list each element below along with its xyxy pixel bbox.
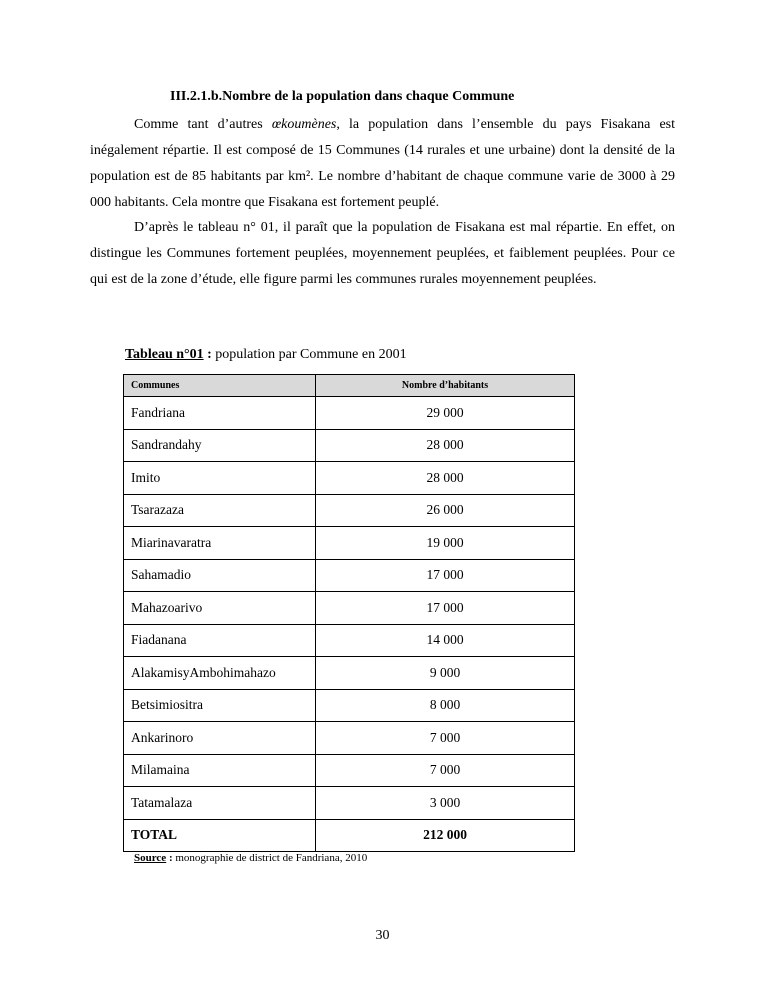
table-body (124, 397, 575, 852)
commune-population: 17 000 (316, 592, 575, 625)
commune-name: Tsarazaza (124, 494, 316, 527)
commune-population: 3 000 (316, 787, 575, 820)
commune-name: Ankarinoro (124, 722, 316, 755)
table-row (124, 624, 575, 657)
table-row (124, 397, 575, 430)
commune-population: 26 000 (316, 494, 575, 527)
commune-name: Imito (124, 462, 316, 495)
table-row (124, 657, 575, 690)
commune-population: 7 000 (316, 754, 575, 787)
table-row (124, 722, 575, 755)
table-row (124, 494, 575, 527)
commune-name: Sandrandahy (124, 429, 316, 462)
table-caption-colon: : (203, 347, 212, 362)
header-habitants: Nombre d’habitants (316, 375, 575, 397)
section-heading: III.2.1.b.Nombre de la population dans chaque Commune (170, 89, 515, 104)
table-row (124, 689, 575, 722)
table-row (124, 462, 575, 495)
commune-population: 17 000 (316, 559, 575, 592)
paragraph-2 (90, 215, 675, 293)
table-row (124, 429, 575, 462)
source-text: monographie de district de Fandriana, 2010 (172, 852, 368, 864)
table-row (124, 527, 575, 560)
paragraph-1-italic-term: œkoumènes (271, 117, 337, 132)
commune-population: 29 000 (316, 397, 575, 430)
commune-population: 28 000 (316, 429, 575, 462)
commune-name: Fiadanana (124, 624, 316, 657)
total-value: 212 000 (316, 819, 575, 852)
commune-name: AlakamisyAmbohimahazo (124, 657, 316, 690)
source-colon: : (166, 852, 173, 864)
table-source (134, 852, 367, 864)
commune-name: Mahazoarivo (124, 592, 316, 625)
commune-population: 19 000 (316, 527, 575, 560)
paragraph-2-text: D’après le tableau n° 01, il paraît que la population de Fisakana est mal répartie. En effet, on distingue les Communes fortement peuplées, moyennement peuplées, et faiblement peuplées. Pour ce qui est de la zone d’étude, elle figure parmi les communes rurales moyennement peuplées. (90, 220, 675, 287)
table-header-row (124, 375, 575, 397)
paragraph-1-text-b: , la population dans l’ensemble du pays Fisakana est inégalement répartie. Il est composé de 15 Communes (14 rurales et une urbaine) dont la densité de la population est de 85 habitants par km². Le nombre d’habitant de chaque commune varie de 3000 à 29 000 habitants. Cela montre que Fisakana est fortement peuplé. (90, 117, 675, 210)
total-label: TOTAL (124, 819, 316, 852)
table-row (124, 559, 575, 592)
paragraph-1-text-a: Comme tant d’autres (134, 117, 272, 132)
commune-name: Sahamadio (124, 559, 316, 592)
commune-name: Tatamalaza (124, 787, 316, 820)
table-row (124, 592, 575, 625)
commune-name: Fandriana (124, 397, 316, 430)
commune-name: Betsimiositra (124, 689, 316, 722)
table-caption-label: Tableau n°01 (125, 347, 204, 362)
table-row (124, 754, 575, 787)
commune-population: 7 000 (316, 722, 575, 755)
source-label: Source (134, 852, 167, 864)
table-row (124, 787, 575, 820)
table-caption-text: population par Commune en 2001 (211, 347, 407, 362)
table-total-row (124, 819, 575, 852)
paragraph-1 (90, 112, 675, 216)
commune-population: 14 000 (316, 624, 575, 657)
commune-population: 28 000 (316, 462, 575, 495)
header-communes: Communes (124, 375, 316, 397)
commune-population: 9 000 (316, 657, 575, 690)
commune-name: Milamaina (124, 754, 316, 787)
commune-name: Miarinavaratra (124, 527, 316, 560)
population-table (123, 374, 575, 852)
table-caption (125, 347, 407, 363)
page-number: 30 (375, 928, 390, 943)
commune-population: 8 000 (316, 689, 575, 722)
